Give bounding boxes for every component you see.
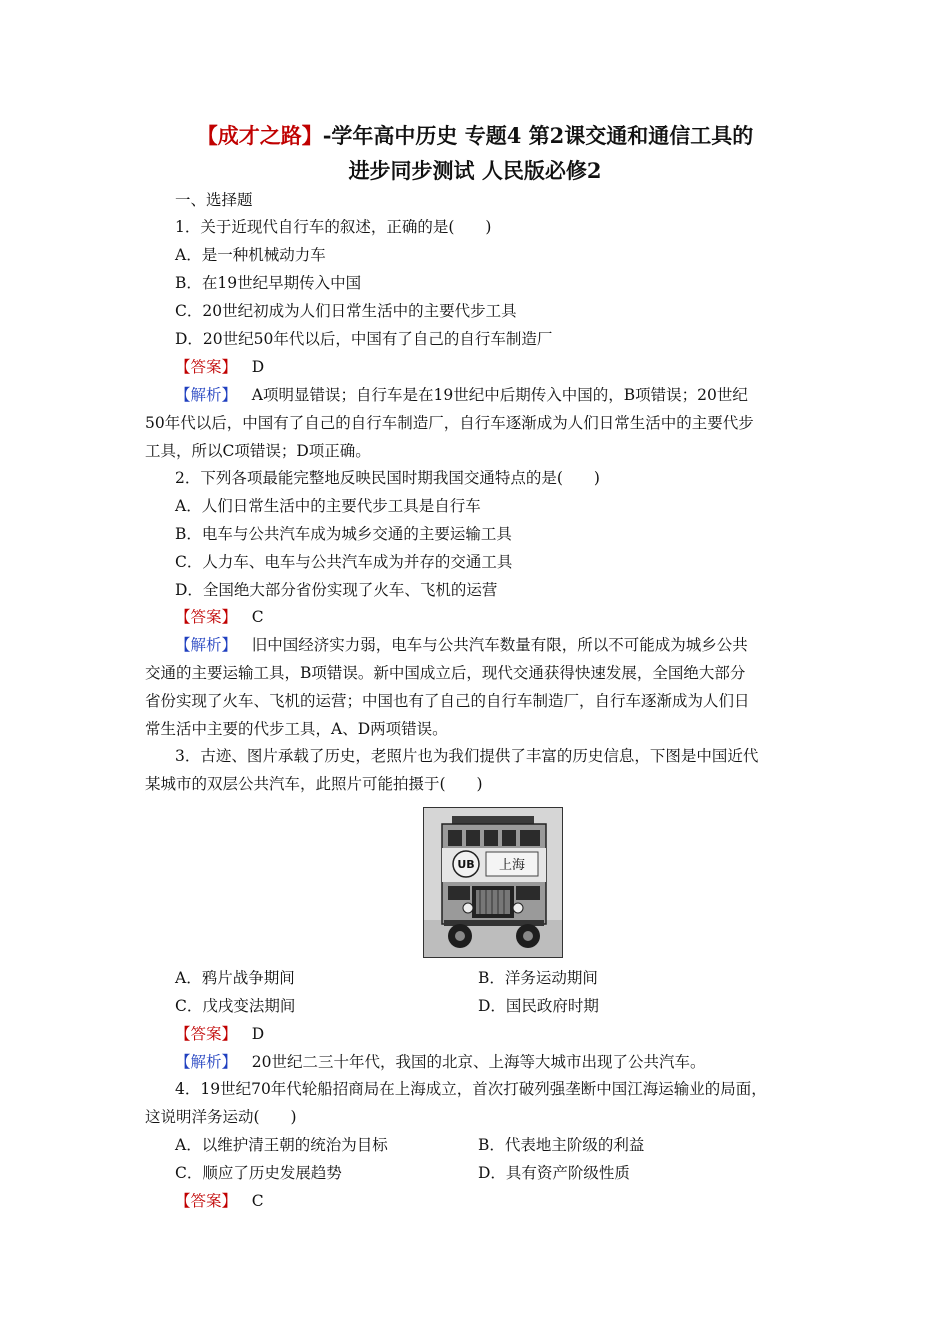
doc-title-line-2: 进步同步测试 人民版必修2 [348, 158, 602, 183]
doc-title-line-1 [145, 120, 805, 151]
answer-tag: 【答案】 [175, 358, 238, 376]
explanation-tag: 【解析】 [175, 1053, 238, 1071]
q4-stem-line-1: 4．19世纪70年代轮船招商局在上海成立，首次打破列强垄断中国江海运输业的局面， [175, 1080, 767, 1098]
q2-option-b: B．电车与公共汽车成为城乡交通的主要运输工具 [175, 525, 512, 543]
bus-logo-text: UB [457, 858, 475, 871]
explanation-text: 旧中国经济实力弱，电车与公共汽车数量有限，所以不可能成为城乡公共 [251, 636, 748, 654]
q4-option-a: A．以维护清王朝的统治为目标 [175, 1136, 388, 1154]
q4-option-d: D．具有资产阶级性质 [478, 1164, 630, 1182]
q2-answer [175, 606, 264, 628]
q3-option-c: C．戊戌变法期间 [175, 997, 296, 1015]
q2-explanation-line-4: 常生活中主要的代步工具，A、D两项错误。 [145, 720, 448, 738]
section-heading: 一、选择题 [175, 191, 253, 209]
q3-answer [175, 1023, 264, 1045]
q1-explanation-line-3: 工具，所以C项错误；D项正确。 [145, 442, 371, 460]
answer-value: C [251, 1192, 264, 1210]
q3-stem-line-1: 3．古迹、图片承载了历史，老照片也为我们提供了丰富的历史信息，下图是中国近代 [175, 747, 759, 765]
q4-stem-line-2: 这说明洋务运动( ) [145, 1108, 297, 1126]
q2-stem: 2．下列各项最能完整地反映民国时期我国交通特点的是( ) [175, 469, 600, 487]
explanation-text: 20世纪二三十年代，我国的北京、上海等大城市出现了公共汽车。 [251, 1053, 706, 1071]
q4-option-b: B．代表地主阶级的利益 [478, 1136, 645, 1154]
q1-answer [175, 356, 264, 378]
bus-illustration [424, 808, 562, 957]
explanation-tag: 【解析】 [175, 386, 238, 404]
q3-option-d: D．国民政府时期 [478, 997, 599, 1015]
title-bracket: 【成才之路】 [196, 123, 323, 148]
q3-option-a: A．鸦片战争期间 [175, 969, 295, 987]
q1-option-b: B．在19世纪早期传入中国 [175, 274, 362, 292]
bus-sign-text: 上海 [498, 858, 526, 873]
q4-answer [175, 1190, 264, 1212]
q3-explanation-line-1 [175, 1051, 706, 1073]
q1-option-d: D．20世纪50年代以后，中国有了自己的自行车制造厂 [175, 330, 553, 348]
answer-value: C [251, 608, 264, 626]
double-decker-bus-photo [423, 807, 563, 958]
q1-explanation-line-1 [175, 384, 748, 406]
q2-option-a: A．人们日常生活中的主要代步工具是自行车 [175, 497, 481, 515]
q2-explanation-line-3: 省份实现了火车、飞机的运营；中国也有了自己的自行车制造厂，自行车逐渐成为人们日 [145, 692, 750, 710]
q2-explanation-line-1 [175, 634, 748, 656]
explanation-text: A项明显错误；自行车是在19世纪中后期传入中国的，B项错误；20世纪 [251, 386, 748, 404]
q4-option-c: C．顺应了历史发展趋势 [175, 1164, 342, 1182]
answer-tag: 【答案】 [175, 608, 238, 626]
q1-option-a: A．是一种机械动力车 [175, 246, 326, 264]
q2-option-d: D．全国绝大部分省份实现了火车、飞机的运营 [175, 581, 498, 599]
q1-explanation-line-2: 50年代以后，中国有了自己的自行车制造厂，自行车逐渐成为人们日常生活中的主要代步 [145, 414, 754, 432]
answer-value: D [251, 1025, 265, 1043]
answer-tag: 【答案】 [175, 1025, 238, 1043]
title-text: -学年高中历史 专题4 第2课交通和通信工具的 [322, 123, 754, 148]
q3-stem-line-2: 某城市的双层公共汽车，此照片可能拍摄于( ) [145, 775, 483, 793]
q1-stem: 1．关于近现代自行车的叙述，正确的是( ) [175, 218, 492, 236]
q2-explanation-line-2: 交通的主要运输工具，B项错误。新中国成立后，现代交通获得快速发展，全国绝大部分 [145, 664, 746, 682]
answer-value: D [251, 358, 265, 376]
q3-option-b: B．洋务运动期间 [478, 969, 598, 987]
answer-tag: 【答案】 [175, 1192, 238, 1210]
explanation-tag: 【解析】 [175, 636, 238, 654]
q2-option-c: C．人力车、电车与公共汽车成为并存的交通工具 [175, 553, 513, 571]
q1-option-c: C．20世纪初成为人们日常生活中的主要代步工具 [175, 302, 517, 320]
